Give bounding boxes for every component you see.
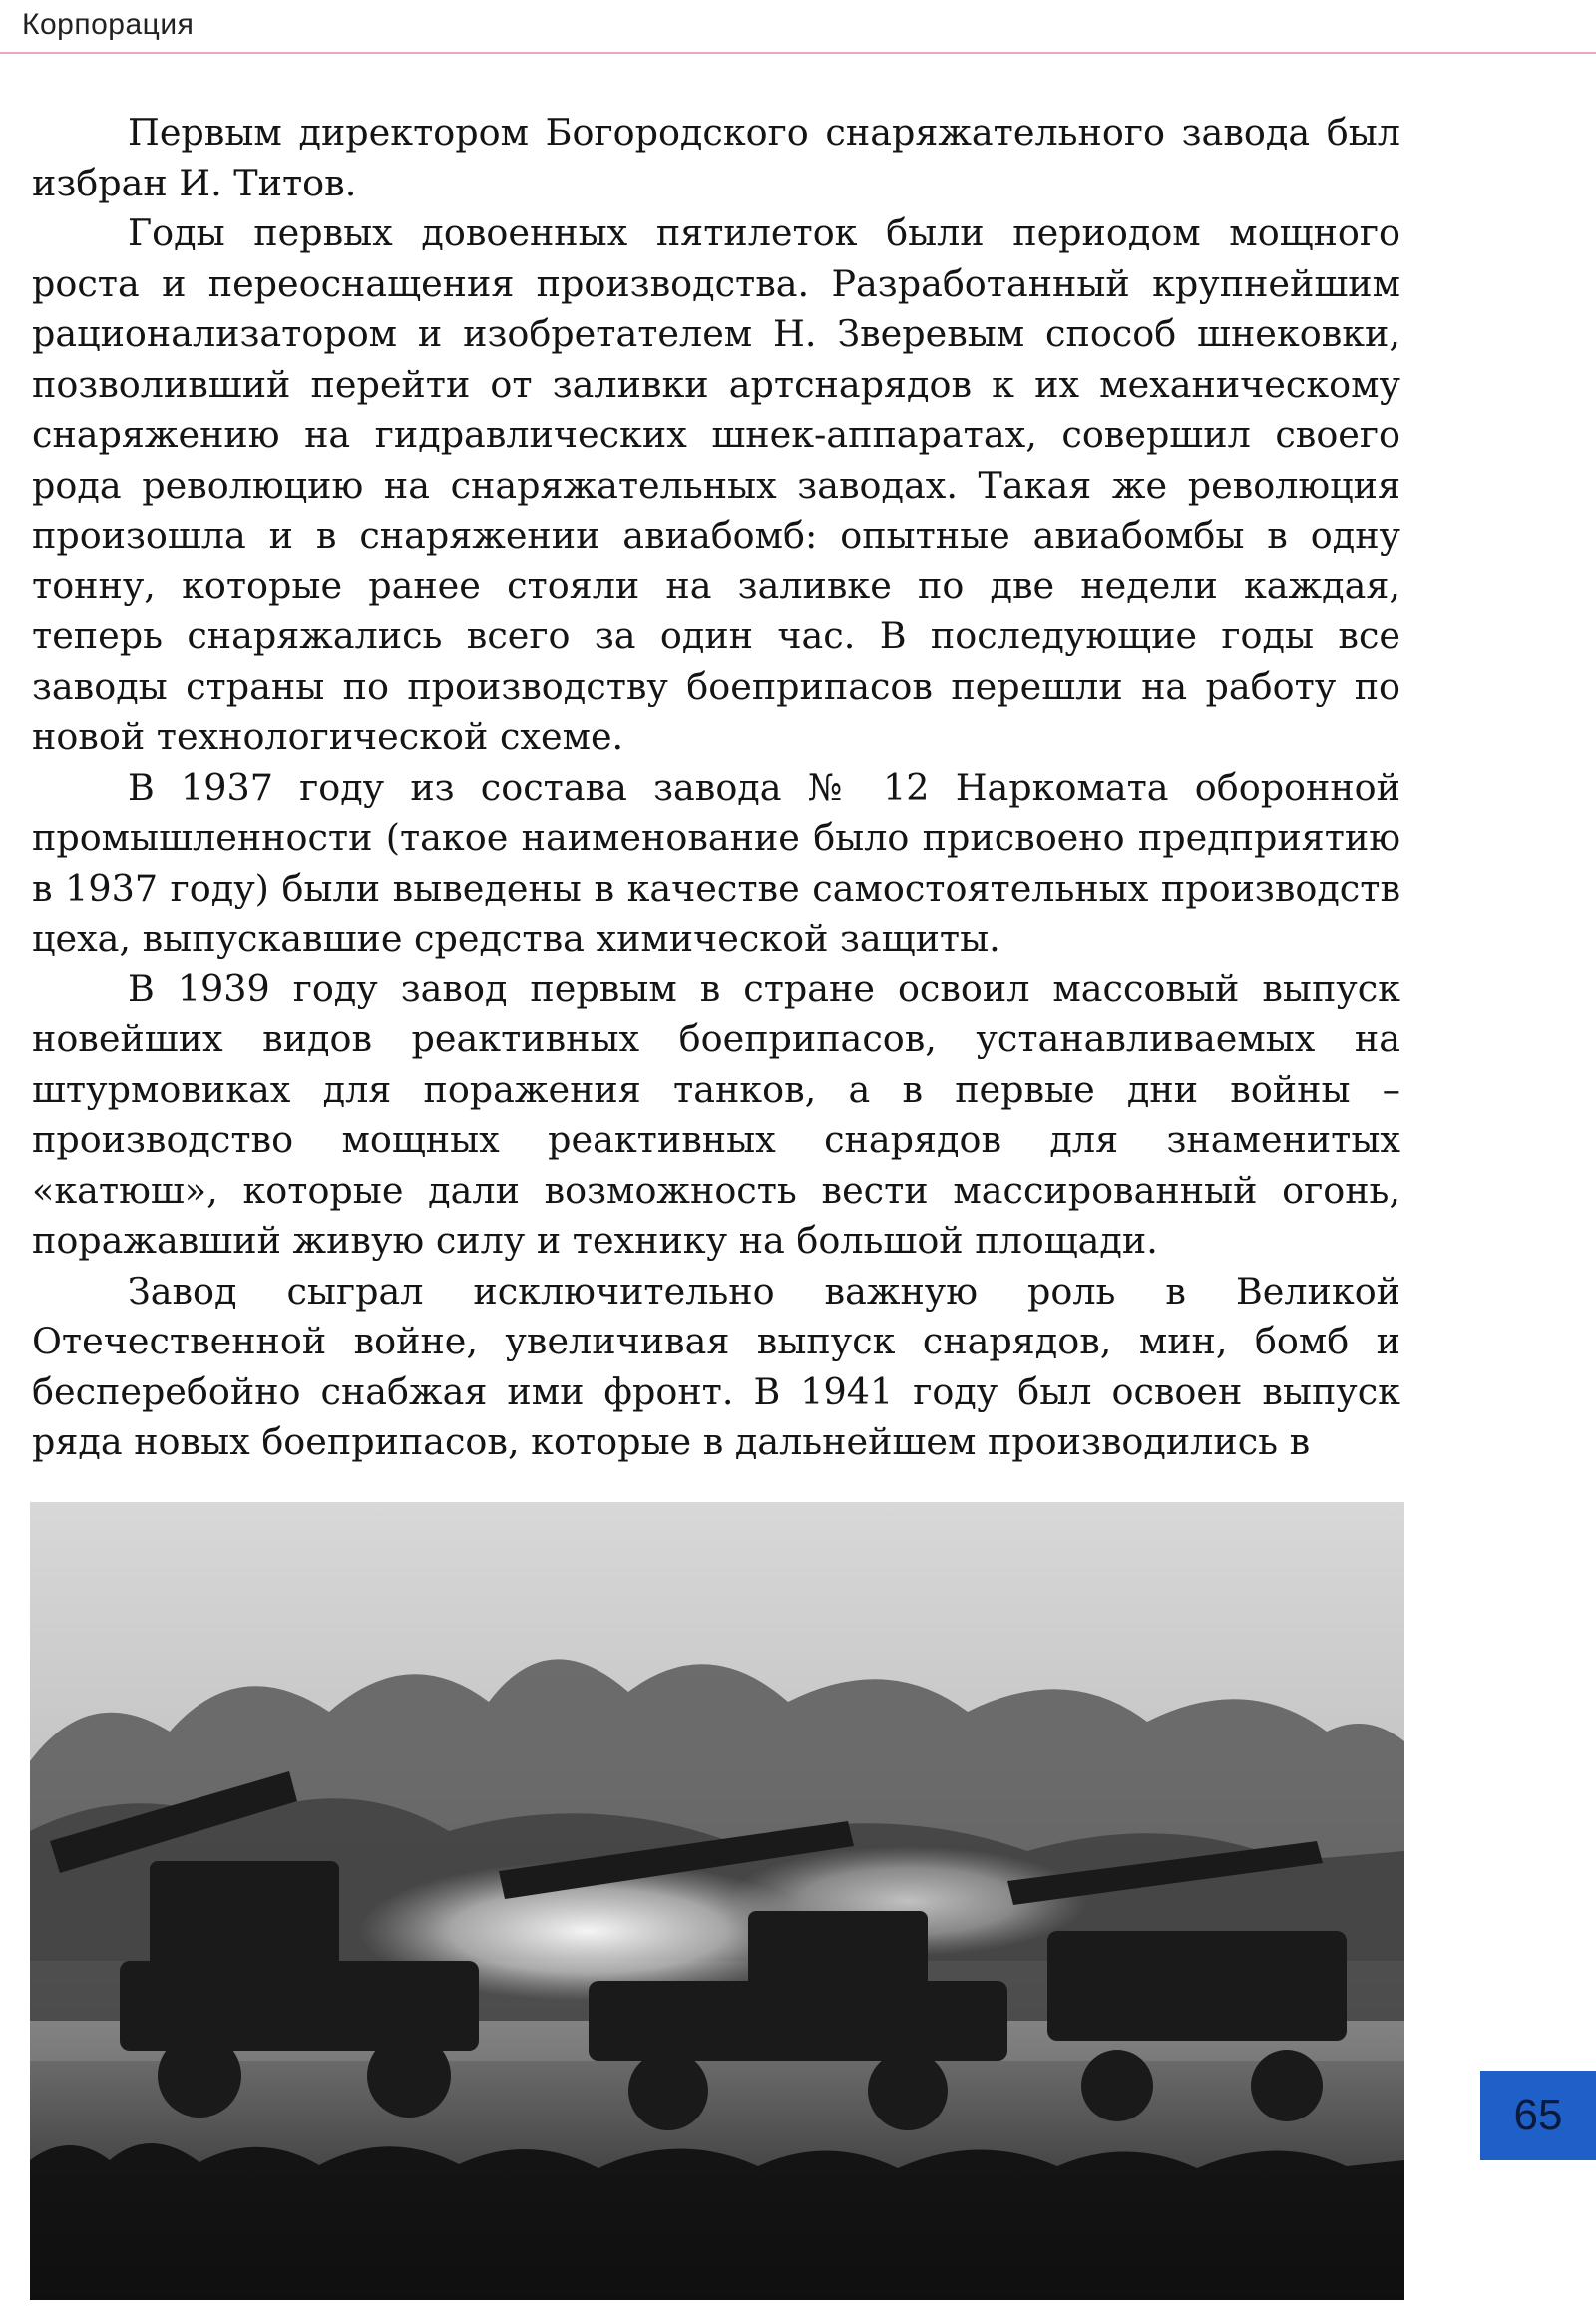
- page-number: 65: [1480, 2071, 1596, 2160]
- paragraph: В 1937 году из состава завода № 12 Наркомата оборонной промышленности (такое наименование было присвоено предприятию в 1937 году) были выведены в качестве самостоятельных производств цеха, выпускавшие средства химической защиты.: [32, 765, 1400, 960]
- paragraph: Завод сыграл исключительно важную роль в Великой Отечественной войне, увеличивая выпуск снарядов, мин, бомб и бесперебойно снабжая ими фронт. В 1941 году был освоен выпуск ряда новых боеприпасов, которые в дальнейшем производились в: [32, 1269, 1400, 1463]
- section-title: Корпорация: [22, 8, 195, 41]
- paragraph: В 1939 году завод первым в стране освоил массовый выпуск новейших видов реактивных боеприпасов, устанавливаемых на штурмовиках для поражения танков, а в первые дни войны – производство мощных реактивных снарядов для знаменитых «катюш», которые дали возможность вести массированный огонь, поражавший живую силу и технику на большой площади.: [32, 966, 1400, 1262]
- paragraph: Первым директором Богородского снаряжательного завода был избран И. Титов.: [32, 111, 1400, 204]
- article-body: [32, 108, 1400, 1468]
- header-divider: [0, 52, 1596, 54]
- katyusha-photo: [30, 1502, 1404, 2300]
- paragraph: Годы первых довоенных пятилеток были периодом мощного роста и переоснащения производства. Разработанный крупнейшим рационализатором и изобретателем Н. Зверевым способ шнековки, позволивший перейти от заливки артснарядов к их механическому снаряжению на гидравлических шнек-аппаратах, совершил своего рода революцию на снаряжательных заводах. Такая же революция произошла и в снаряжении авиабомб: опытные авиабомбы в одну тонну, которые ранее стояли на заливке по две недели каждая, теперь снаряжались всего за один час. В последующие годы все заводы страны по производству боеприпасов перешли на работу по новой технологической схеме.: [32, 211, 1400, 758]
